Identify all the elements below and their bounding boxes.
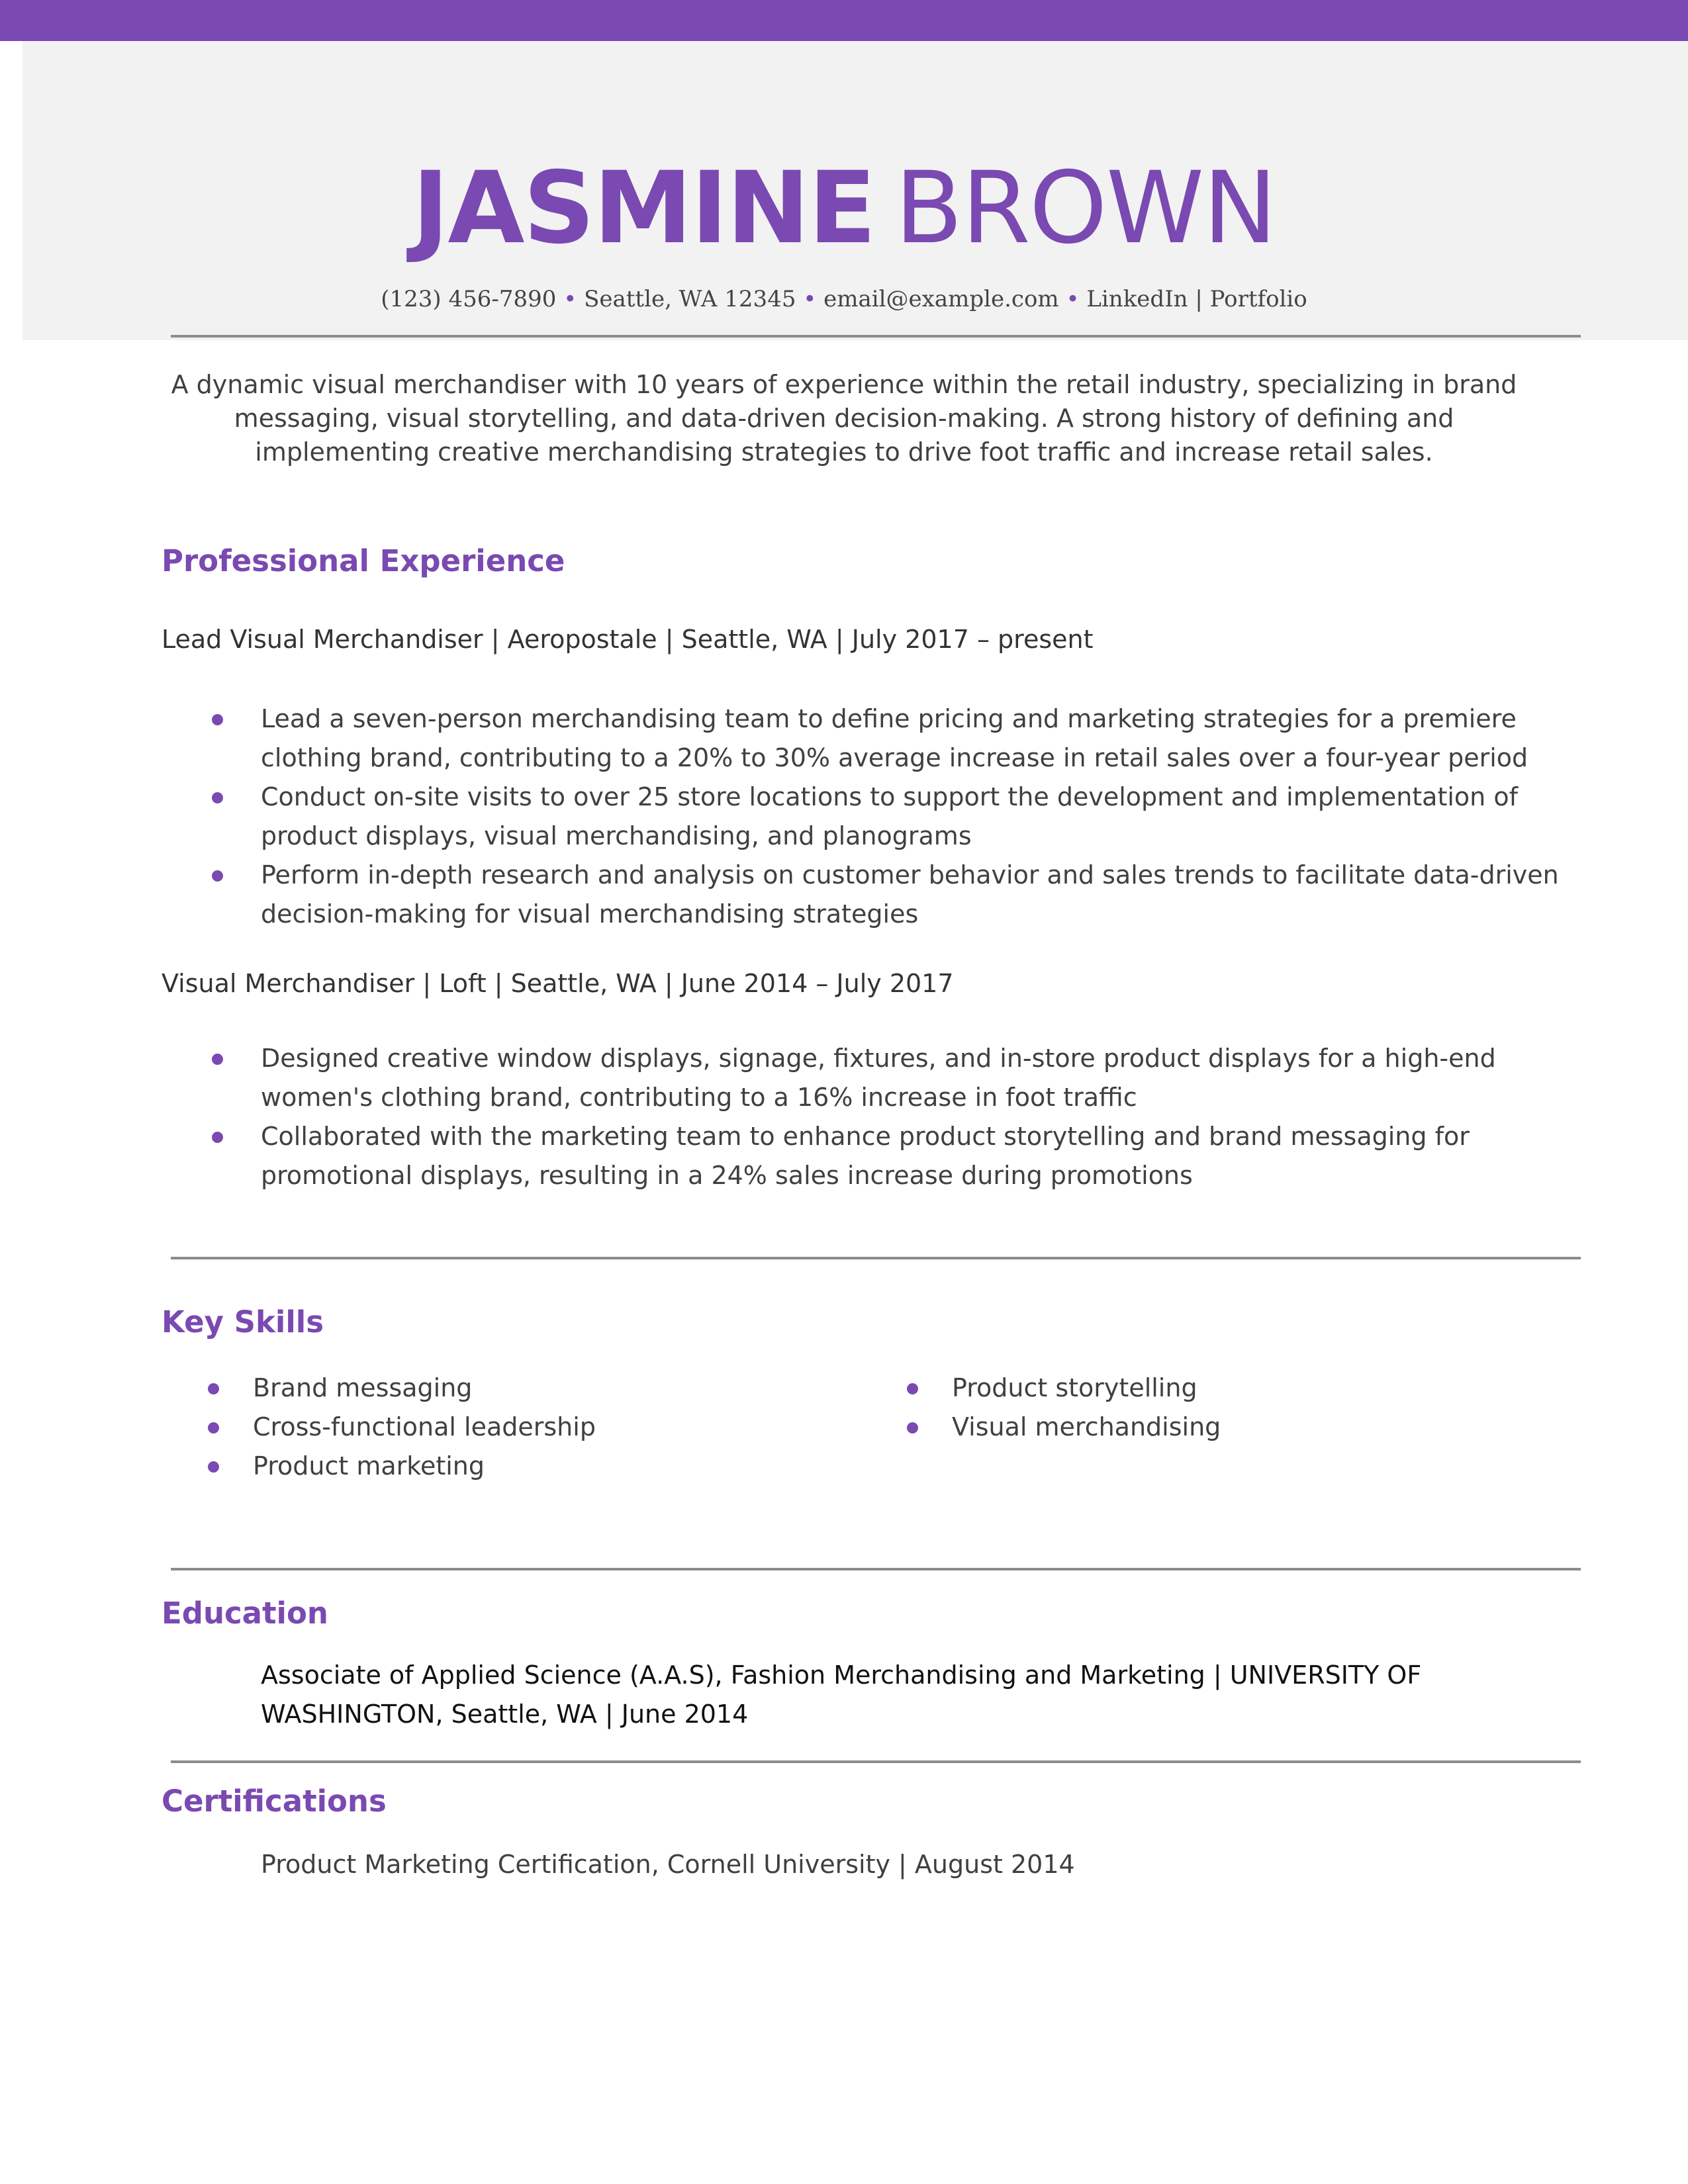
separator-dot: • <box>563 286 577 312</box>
skills-list-left <box>204 1369 800 1486</box>
bullet-icon <box>212 1054 223 1065</box>
list-item: Collaborated with the marketing team to enhance product storytelling and brand messaging for promotional displays, resulting in a 24% sales increase during promotions <box>205 1117 1595 1195</box>
list-item: Perform in-depth research and analysis on customer behavior and sales trends to facilitate data-driven decision-making for visual merchandising strategies <box>205 856 1595 934</box>
summary-paragraph: A dynamic visual merchandiser with 10 years of experience within the retail industry, specializing in brand messaging, visual storytelling, and data-driven decision-making. A strong history of defining and implementing creative merchandising strategies to drive foot traffic and increase retail sales. <box>171 370 1517 467</box>
bullet-icon <box>212 714 223 725</box>
experience-section-title: Professional Experience <box>162 543 565 578</box>
top-accent-bar <box>0 0 1688 41</box>
job-heading: Visual Merchandiser | Loft | Seattle, WA | June 2014 – July 2017 <box>162 969 954 998</box>
separator-dot: • <box>1066 286 1080 312</box>
first-name: JASMINE <box>412 151 875 266</box>
skills-list-right <box>903 1369 1499 1447</box>
profile-links[interactable]: LinkedIn | Portfolio <box>1086 286 1307 312</box>
email-link[interactable]: email@example.com <box>823 286 1059 312</box>
bullet-icon <box>208 1461 219 1473</box>
education-section-title: Education <box>162 1596 328 1631</box>
job-bullets <box>205 1039 1595 1195</box>
list-item: Product marketing <box>204 1447 800 1486</box>
bullet-icon <box>907 1422 918 1433</box>
header-divider <box>171 335 1581 338</box>
list-item: Lead a seven-person merchandising team to define pricing and marketing strategies for a premiere clothing brand, contributing to a 20% to 30% average increase in retail sales over a four-year period <box>205 700 1595 778</box>
education-entry: Associate of Applied Science (A.A.S), Fashion Merchandising and Marketing | UNIVERSITY OF WASHINGTON, Seattle, WA | June 2014 <box>261 1661 1422 1729</box>
bullet-icon <box>208 1383 219 1394</box>
list-item: Conduct on-site visits to over 25 store locations to support the development and implementation of product displays, visual merchandising, and planograms <box>205 778 1595 856</box>
certification-entry: Product Marketing Certification, Cornell University | August 2014 <box>261 1850 1075 1879</box>
list-item: Product storytelling <box>903 1369 1499 1408</box>
candidate-name <box>0 149 1688 268</box>
section-divider <box>171 1568 1581 1570</box>
job-heading: Lead Visual Merchandiser | Aeropostale | Seattle, WA | July 2017 – present <box>162 625 1094 654</box>
bullet-icon <box>212 1132 223 1143</box>
separator-dot: • <box>803 286 817 312</box>
list-item: Cross-functional leadership <box>204 1408 800 1447</box>
contact-line <box>0 281 1688 318</box>
job-bullets <box>205 700 1595 934</box>
location: Seattle, WA 12345 <box>584 286 796 312</box>
last-name: BROWN <box>894 151 1276 266</box>
list-item: Visual merchandising <box>903 1408 1499 1447</box>
phone: (123) 456-7890 <box>381 286 557 312</box>
section-divider <box>171 1257 1581 1259</box>
bullet-icon <box>208 1422 219 1433</box>
bullet-icon <box>212 792 223 803</box>
bullet-icon <box>212 870 223 882</box>
certifications-section-title: Certifications <box>162 1784 387 1819</box>
list-item: Designed creative window displays, signage, fixtures, and in-store product displays for a high-end women's clothing brand, contributing to a 16% increase in foot traffic <box>205 1039 1595 1117</box>
skills-section-title: Key Skills <box>162 1304 324 1340</box>
list-item: Brand messaging <box>204 1369 800 1408</box>
section-divider <box>171 1760 1581 1763</box>
bullet-icon <box>907 1383 918 1394</box>
